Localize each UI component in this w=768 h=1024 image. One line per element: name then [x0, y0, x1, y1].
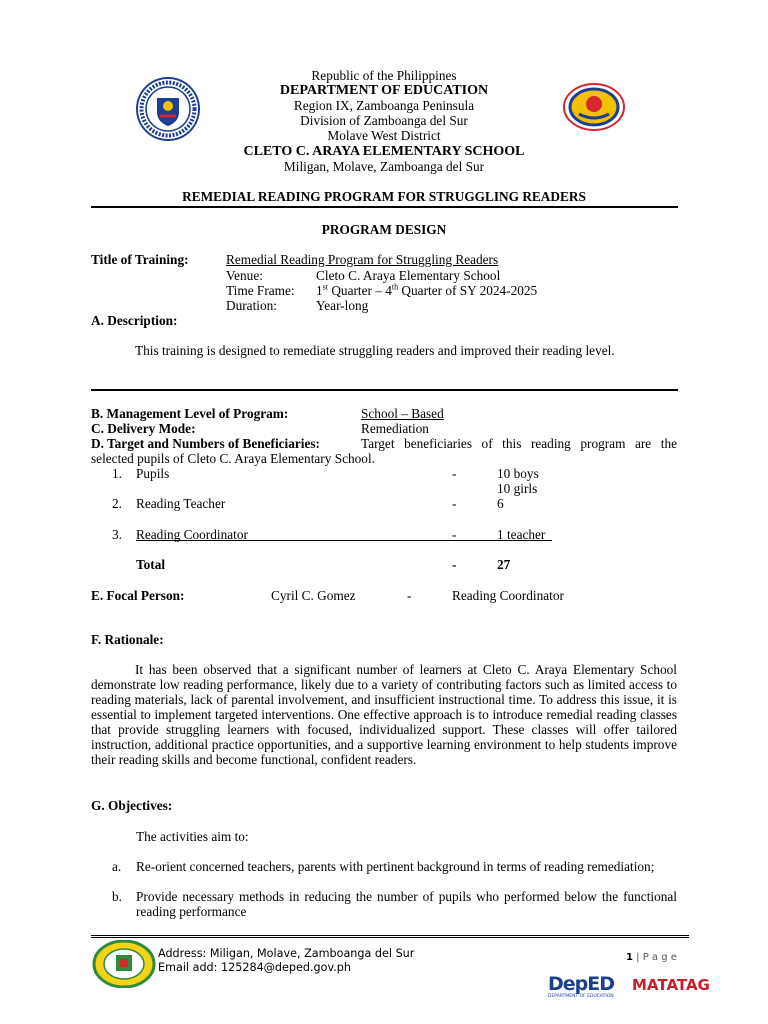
venue-value: Cleto C. Araya Elementary School	[316, 268, 501, 283]
list-item-value-2: 10 girls	[497, 481, 538, 496]
list-item-dash: -	[452, 466, 457, 481]
school-seal-icon	[92, 940, 156, 988]
objective-letter: a.	[112, 859, 122, 874]
footer-rule	[91, 935, 689, 940]
total-dash: -	[452, 557, 457, 572]
objectives-heading: G. Objectives:	[91, 798, 173, 813]
management-label: B. Management Level of Program:	[91, 406, 289, 421]
header-deped: DEPARTMENT OF EDUCATION	[279, 83, 489, 98]
page-indicator: 1 | P a g e	[626, 952, 677, 963]
footer-email: Email add: 125284@deped.gov.ph	[158, 961, 351, 974]
list-item-value: 6	[497, 496, 504, 511]
description-text: This training is designed to remediate struggling readers and improved their reading level.	[135, 343, 615, 358]
list-item-number: 1.	[112, 466, 122, 481]
list-item-number: 2.	[112, 496, 122, 511]
objective-text: Re-orient concerned teachers, parents with pertinent background in terms of reading remediation;	[136, 859, 655, 874]
deped-logo: DepED DEPARTMENT OF EDUCATION	[548, 973, 615, 999]
delivery-label: C. Delivery Mode:	[91, 421, 196, 436]
list-item-value: 1 teacher	[497, 527, 546, 542]
section-title: PROGRAM DESIGN	[321, 222, 447, 237]
matatag-logo: MATATAG	[632, 976, 710, 994]
focal-name: Cyril C. Gomez	[271, 588, 356, 603]
header-district: Molave West District	[327, 128, 441, 143]
total-value: 27	[497, 557, 511, 572]
rationale-text: It has been observed that a significant number of learners at Cleto C. Araya Elementary School demonstrate low reading performance, likely due to a variety of contributing factors such as limited access to reading materials, lack of parental involvement, and insufficient instructional time. To address this issue, it is essential to implement targeted interventions. One effective approach is to introduce remedial reading classes that provide struggling learners with focused, individualized support. These classes will offer tailored instruction, additional practice opportunities, and a supportive learning environment to help students improve their reading skills and become functional, confident readers.	[91, 662, 677, 767]
training-label: Title of Training:	[91, 252, 189, 267]
footer-address: Address: Miligan, Molave, Zamboanga del Sur	[158, 947, 415, 960]
delivery-value: Remediation	[361, 421, 429, 436]
focal-dash: -	[407, 588, 412, 603]
target-line2: selected pupils of Cleto C. Araya Elementary School.	[91, 451, 375, 466]
header-division: Division of Zamboanga del Sur	[300, 113, 468, 128]
divider-middle	[91, 389, 678, 391]
doc-title: REMEDIAL READING PROGRAM FOR STRUGGLING READERS	[182, 189, 586, 204]
timeframe-value: 1st Quarter – 4th Quarter of SY 2024-2025	[316, 282, 538, 298]
list-item-dash: -	[452, 527, 457, 542]
venue-label: Venue:	[226, 268, 263, 283]
objective-letter: b.	[112, 889, 122, 904]
objectives-intro: The activities aim to:	[136, 829, 249, 844]
target-label: D. Target and Numbers of Beneficiaries:	[91, 436, 320, 451]
duration-value: Year-long	[316, 298, 369, 313]
divider-top	[91, 206, 678, 208]
header-school: CLETO C. ARAYA ELEMENTARY SCHOOL	[243, 144, 525, 159]
list-item-name: Reading Coordinator	[136, 527, 248, 542]
list-item-number: 3.	[112, 527, 122, 542]
management-value: School – Based	[361, 406, 444, 421]
list-item-name: Pupils	[136, 466, 170, 481]
timeframe-label: Time Frame:	[226, 283, 295, 298]
duration-label: Duration:	[226, 298, 277, 313]
total-label: Total	[136, 557, 166, 572]
training-title: Remedial Reading Program for Struggling Readers	[226, 252, 499, 267]
objective-text: Provide necessary methods in reducing the number of pupils who performed below the functional reading performance	[136, 889, 677, 919]
header-republic: Republic of the Philippines	[311, 68, 457, 83]
header-region: Region IX, Zamboanga Peninsula	[293, 98, 475, 113]
list-item-name: Reading Teacher	[136, 496, 226, 511]
header-address: Miligan, Molave, Zamboanga del Sur	[283, 159, 485, 174]
list-item-dash: -	[452, 496, 457, 511]
target-line1: Target beneficiaries of this reading program are the	[361, 436, 677, 451]
list-item-value: 10 boys	[497, 466, 539, 481]
description-heading: A. Description:	[91, 313, 178, 328]
rationale-heading: F. Rationale:	[91, 632, 164, 647]
focal-role: Reading Coordinator	[452, 588, 564, 603]
focal-label: E. Focal Person:	[91, 588, 185, 603]
